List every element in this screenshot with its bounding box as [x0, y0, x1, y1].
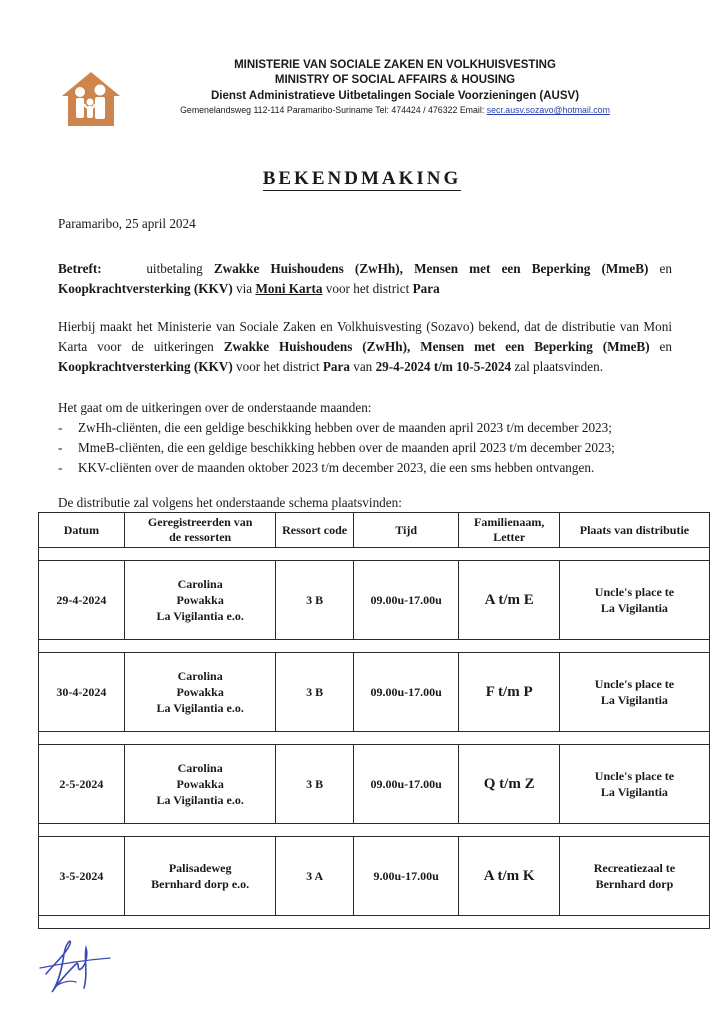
subject-text: via [232, 281, 256, 296]
cell-tijd: 09.00u-17.00u [353, 653, 459, 732]
intro-text: zal plaatsvinden. [511, 359, 604, 374]
header-familienaam: Familienaam, Letter [459, 513, 559, 548]
header-ressort: Ressort code [276, 513, 353, 548]
cell-registered: Palisadeweg Bernhard dorp e.o. [124, 837, 276, 916]
table-spacer [39, 640, 710, 653]
header-plaats: Plaats van distributie [559, 513, 709, 548]
cell-ressort: 3 B [276, 561, 353, 640]
cell-registered: Carolina Powakka La Vigilantia e.o. [124, 653, 276, 732]
list-item: - KKV-cliënten over de maanden oktober 2023 t/m december 2023, die een sms hebben ontvangen. [58, 460, 595, 475]
department-name: Dienst Administratieve Uitbetalingen Sociale Voorzieningen (AUSV) [210, 90, 580, 102]
header-datum: Datum [39, 513, 125, 548]
table-spacer [39, 916, 710, 929]
cell-datum: 2-5-2024 [39, 745, 125, 824]
intro-paragraph [58, 317, 672, 377]
intro-bold: Para [322, 359, 350, 374]
cell-plaats: Recreatiezaal te Bernhard dorp [559, 837, 709, 916]
cell-tijd: 09.00u-17.00u [353, 745, 459, 824]
intro-text: en [649, 339, 673, 354]
intro-period: 29-4-2024 t/m 10-5-2024 [375, 359, 512, 374]
document-title: BEKENDMAKING [262, 168, 462, 189]
letterhead [130, 58, 660, 117]
subject-text: en [648, 261, 673, 276]
table-spacer [39, 732, 710, 745]
header-tijd: Tijd [353, 513, 459, 548]
intro-bold: Zwakke Huishoudens (ZwHh), Mensen met een Beperking (MmeB) [223, 339, 650, 354]
cell-ressort: 3 A [276, 837, 353, 916]
intro-text: Hierbij maakt het Ministerie van Sociale Zaken en Volkhuisvesting (Sozavo) bekend, dat de distributie van Moni Karta voor de uitkeringen [58, 319, 672, 354]
list-item: - ZwHh-cliënten, die een geldige beschikking hebben over de maanden april 2023 t/m december 2023; [58, 420, 612, 435]
subject-district: Para [412, 281, 440, 296]
cell-letter: A t/m E [459, 561, 559, 640]
family-house-logo-icon [56, 66, 126, 130]
cell-ressort: 3 B [276, 745, 353, 824]
cell-plaats: Uncle's place te La Vigilantia [559, 561, 709, 640]
cell-tijd: 09.00u-17.00u [353, 561, 459, 640]
header-registered: Geregistreerden van de ressorten [124, 513, 276, 548]
table-row [39, 561, 710, 640]
cell-registered: Carolina Powakka La Vigilantia e.o. [124, 561, 276, 640]
address-line [130, 104, 660, 117]
ministry-name-en: MINISTRY OF SOCIAL AFFAIRS & HOUSING [274, 74, 516, 86]
table-row [39, 653, 710, 732]
intro-bold: Koopkrachtversterking (KKV) [58, 359, 233, 374]
table-row [39, 745, 710, 824]
cell-plaats: Uncle's place te La Vigilantia [559, 653, 709, 732]
cell-letter: A t/m K [459, 837, 559, 916]
months-section [58, 398, 672, 478]
email-link[interactable]: secr.ausv.sozavo@hotmail.com [486, 105, 610, 115]
months-intro: Het gaat om de uitkeringen over de onderstaande maanden: [58, 400, 372, 415]
cell-datum: 30-4-2024 [39, 653, 125, 732]
intro-text: van [349, 359, 376, 374]
schema-intro: De distributie zal volgens het onderstaande schema plaatsvinden: [58, 495, 402, 510]
cell-letter: Q t/m Z [459, 745, 559, 824]
address-text: Gemenelandsweg 112-114 Paramaribo-Suriname Tel: 474424 / 476322 Email: [180, 105, 487, 115]
list-item: - MmeB-cliënten, die een geldige beschikking hebben over de maanden april 2023 t/m december 2023; [58, 440, 615, 455]
table-header-row [39, 513, 710, 548]
intro-text: voor het district [232, 359, 323, 374]
handwritten-signature-icon [36, 934, 114, 1000]
document-date: Paramaribo, 25 april 2024 [58, 216, 196, 231]
cell-plaats: Uncle's place te La Vigilantia [559, 745, 709, 824]
cell-tijd: 9.00u-17.00u [353, 837, 459, 916]
ministry-name-nl: MINISTERIE VAN SOCIALE ZAKEN EN VOLKHUISVESTING [234, 59, 556, 71]
cell-registered: Carolina Powakka La Vigilantia e.o. [124, 745, 276, 824]
table-row [39, 837, 710, 916]
cell-ressort: 3 B [276, 653, 353, 732]
subject-label: Betreft: [58, 261, 102, 276]
subject-text: voor het district [322, 281, 413, 296]
cell-datum: 3-5-2024 [39, 837, 125, 916]
subject-text: uitbetaling [146, 261, 214, 276]
subject-moni-karta: Moni Karta [255, 281, 323, 296]
cell-letter: F t/m P [459, 653, 559, 732]
table-spacer [39, 548, 710, 561]
subject-bold: Koopkrachtversterking (KKV) [58, 281, 233, 296]
subject-paragraph [58, 259, 672, 299]
table-spacer [39, 824, 710, 837]
subject-bold: Zwakke Huishoudens (ZwHh), Mensen met een Beperking (MmeB) [213, 261, 649, 276]
cell-datum: 29-4-2024 [39, 561, 125, 640]
distribution-table [38, 512, 710, 929]
